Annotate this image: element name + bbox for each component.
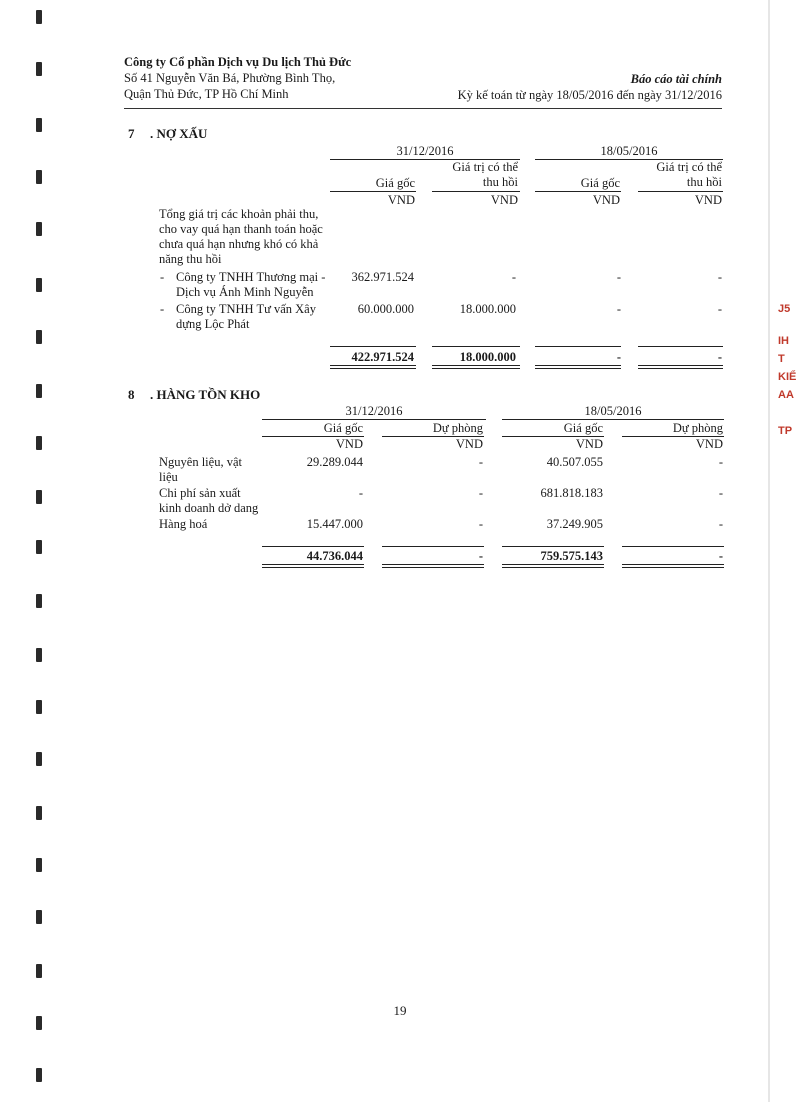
cell-value: - <box>718 455 723 469</box>
row-bullet: - <box>160 270 165 284</box>
binding-edge <box>0 0 48 1102</box>
description-line: cho vay quá hạn thanh toán hoặc <box>159 222 323 236</box>
bleed-text: KIỂ <box>778 371 797 383</box>
total-double-rule <box>382 564 484 568</box>
company-name: Công ty Cổ phần Dịch vụ Du lịch Thủ Đức <box>124 55 352 69</box>
punch-mark <box>36 436 42 450</box>
punch-mark <box>36 118 42 132</box>
total-rule <box>535 346 621 347</box>
cell-value: - <box>478 486 483 500</box>
cell-value: - <box>717 302 722 316</box>
row-label-line: Chi phí sản xuất <box>159 486 241 500</box>
row-label-line: kinh doanh dở dang <box>159 501 259 515</box>
total-rule <box>502 546 604 547</box>
bleed-text: TP <box>778 425 793 437</box>
column-header: Giá gốc <box>323 421 363 435</box>
report-period: Kỳ kế toán từ ngày 18/05/2016 đến ngày 31/12/2016 <box>457 88 722 102</box>
column-header: thu hồi <box>482 175 518 189</box>
column-header: Giá gốc <box>563 421 603 435</box>
total-value: 422.971.524 <box>351 350 414 364</box>
section-number: 8 <box>128 387 135 402</box>
header-divider <box>124 108 722 109</box>
cell-value: - <box>478 517 483 531</box>
total-value: - <box>478 549 483 563</box>
table-row-label <box>176 270 336 300</box>
punch-mark <box>36 752 42 766</box>
address-line: Số 41 Nguyễn Văn Bá, Phường Bình Thọ, <box>124 71 336 85</box>
description-line: Tổng giá trị các khoản phải thu, <box>159 207 319 221</box>
cell-value: - <box>717 270 722 284</box>
unit-label: VND <box>592 193 620 207</box>
period-rule <box>262 419 486 420</box>
cell-value: 362.971.524 <box>351 270 414 284</box>
column-rule <box>638 191 723 192</box>
column-header: Dự phòng <box>432 421 483 435</box>
total-double-rule <box>535 365 621 369</box>
column-header: Giá gốc <box>375 176 415 190</box>
period-header: 18/05/2016 <box>584 404 642 418</box>
column-header: Giá trị có thể <box>656 160 722 174</box>
row-label-line: Công ty TNHH Thương mại - <box>176 270 326 284</box>
punch-mark <box>36 964 42 978</box>
punch-mark <box>36 594 42 608</box>
punch-mark <box>36 222 42 236</box>
cell-value: 18.000.000 <box>459 302 516 316</box>
row-label-line: liệu <box>159 470 178 484</box>
unit-label: VND <box>695 437 723 451</box>
unit-label: VND <box>455 437 483 451</box>
period-header: 31/12/2016 <box>345 404 403 418</box>
column-rule <box>432 191 520 192</box>
column-header: thu hồi <box>686 175 722 189</box>
row-label-line: Công ty TNHH Tư vấn Xây <box>176 302 316 316</box>
row-description <box>159 207 339 267</box>
cell-value: 37.249.905 <box>546 517 603 531</box>
period-rule <box>502 419 724 420</box>
total-rule <box>262 546 364 547</box>
total-value: - <box>717 350 722 364</box>
total-value: 759.575.143 <box>540 549 603 563</box>
punch-mark <box>36 648 42 662</box>
cell-value: 15.447.000 <box>306 517 363 531</box>
column-header: Dự phòng <box>672 421 723 435</box>
cell-value: - <box>718 486 723 500</box>
total-double-rule <box>638 365 723 369</box>
total-value: 18.000.000 <box>459 350 516 364</box>
cell-value: - <box>511 270 516 284</box>
punch-mark <box>36 10 42 24</box>
punch-mark <box>36 806 42 820</box>
report-title: Báo cáo tài chính <box>630 72 722 86</box>
total-double-rule <box>432 365 520 369</box>
total-rule <box>622 546 724 547</box>
table-row-label <box>159 517 279 532</box>
cell-value: 60.000.000 <box>357 302 414 316</box>
total-rule <box>432 346 520 347</box>
total-double-rule <box>330 365 416 369</box>
unit-label: VND <box>387 193 415 207</box>
period-header: 18/05/2016 <box>600 144 658 158</box>
cell-value: 681.818.183 <box>540 486 603 500</box>
punch-mark <box>36 910 42 924</box>
bleed-text: AA <box>778 389 794 401</box>
period-header: 31/12/2016 <box>396 144 454 158</box>
report-header <box>458 71 722 103</box>
unit-label: VND <box>694 193 722 207</box>
section-title: . NỢ XẤU <box>150 126 208 141</box>
table-row-label <box>159 455 279 485</box>
page-number: 19 <box>393 1003 407 1018</box>
row-label-line: dựng Lộc Phát <box>176 317 250 331</box>
unit-label: VND <box>335 437 363 451</box>
bleed-text: T <box>778 353 785 365</box>
cell-value: - <box>478 455 483 469</box>
total-double-rule <box>622 564 724 568</box>
section-title: . HÀNG TỒN KHO <box>150 387 261 402</box>
table-row-label <box>159 486 279 516</box>
punch-mark <box>36 330 42 344</box>
total-double-rule <box>262 564 364 568</box>
column-rule <box>330 191 416 192</box>
column-header: Giá trị có thể <box>452 160 518 174</box>
total-value: 44.736.044 <box>306 549 363 563</box>
total-value: - <box>616 350 621 364</box>
column-rule <box>535 191 621 192</box>
punch-mark <box>36 700 42 714</box>
description-line: năng thu hồi <box>159 252 222 266</box>
punch-mark <box>36 858 42 872</box>
punch-mark <box>36 278 42 292</box>
cell-value: - <box>616 270 621 284</box>
total-rule <box>638 346 723 347</box>
section-number: 7 <box>128 126 135 141</box>
page-edge <box>768 0 770 1102</box>
punch-mark <box>36 540 42 554</box>
column-header: Giá gốc <box>580 176 620 190</box>
total-value: - <box>718 549 723 563</box>
row-label-line: Nguyên liệu, vật <box>159 455 242 469</box>
cell-value: - <box>616 302 621 316</box>
cell-value: - <box>718 517 723 531</box>
row-label-line: Dịch vụ Ánh Minh Nguyễn <box>176 285 314 299</box>
punch-mark <box>36 384 42 398</box>
unit-label: VND <box>490 193 518 207</box>
cell-value: - <box>358 486 363 500</box>
total-rule <box>382 546 484 547</box>
bleed-text: J5 <box>778 303 791 315</box>
bleed-text: IH <box>778 335 789 347</box>
unit-label: VND <box>575 437 603 451</box>
description-line: chưa quá hạn nhưng khó có khả <box>159 237 319 251</box>
total-double-rule <box>502 564 604 568</box>
cell-value: 29.289.044 <box>306 455 363 469</box>
punch-mark <box>36 1068 42 1082</box>
row-label-line: Hàng hoá <box>159 517 208 531</box>
row-bullet: - <box>160 302 165 316</box>
address-line: Quận Thủ Đức, TP Hồ Chí Minh <box>124 87 289 101</box>
punch-mark <box>36 490 42 504</box>
company-header <box>124 54 351 102</box>
table-row-label <box>176 302 336 332</box>
cell-value: 40.507.055 <box>546 455 603 469</box>
punch-mark <box>36 170 42 184</box>
adjacent-page-stamp <box>778 300 800 440</box>
total-rule <box>330 346 416 347</box>
punch-mark <box>36 62 42 76</box>
